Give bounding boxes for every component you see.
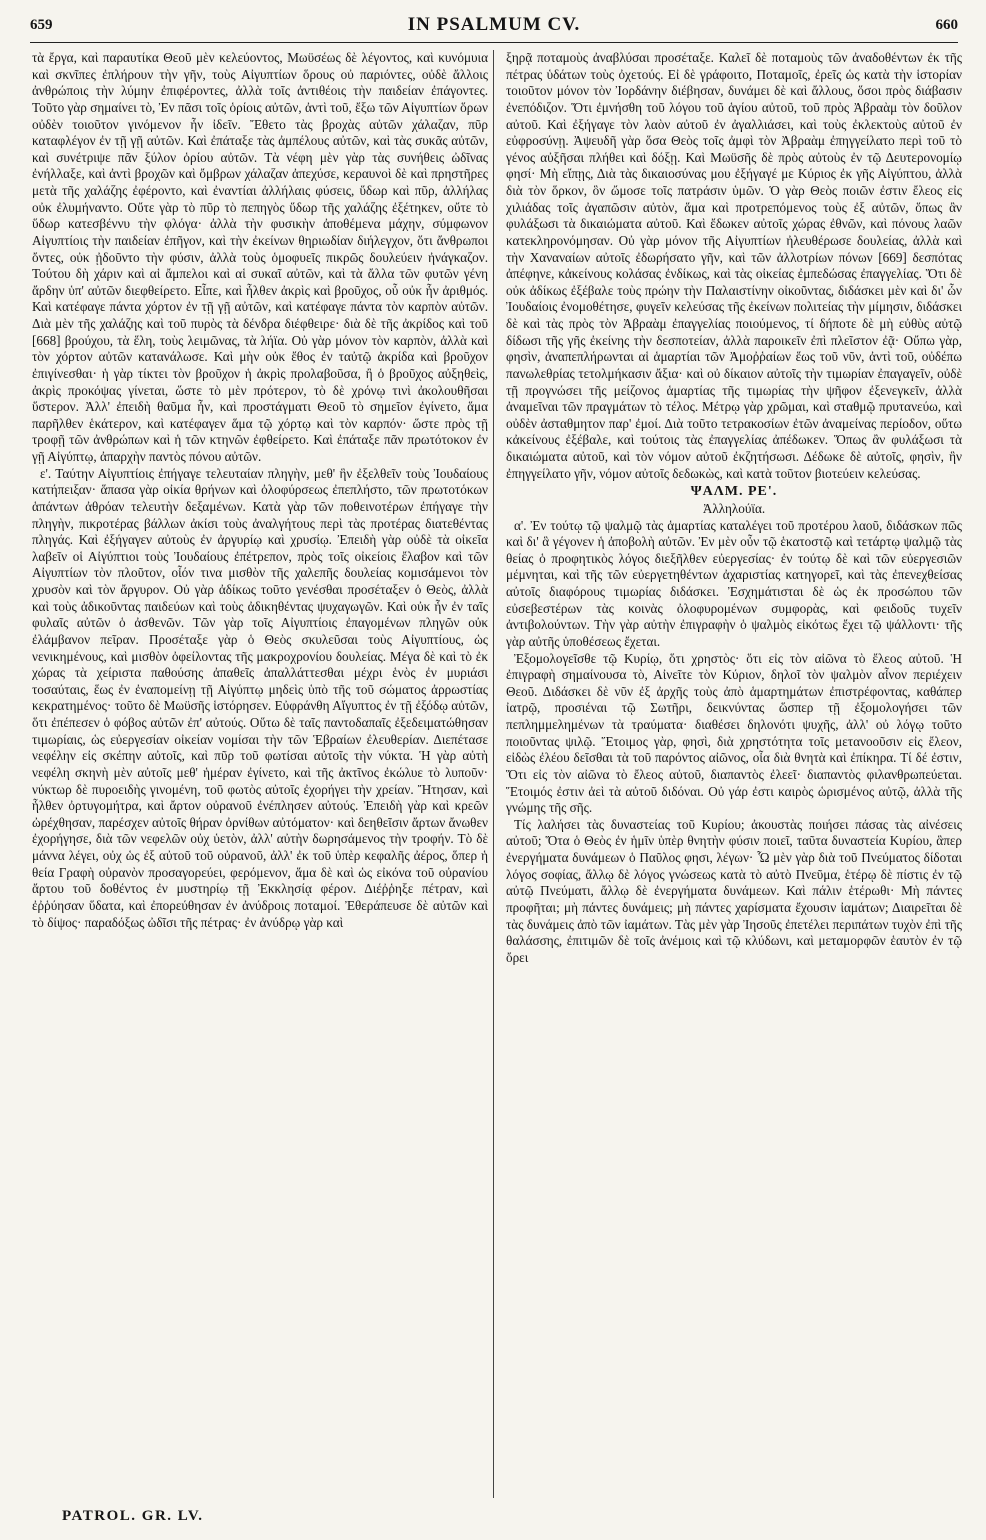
left-paragraph: ε'. Ταύτην Αἰγυπτίοις ἐπήγαγε τελευταίαν πληγὴν, μεθ' ἣν ἐξελθεῖν τοὺς Ἰουδαίους κατήπειξαν· ἅπασα γὰρ οἰκία θρήνων καὶ ὀλοφύρσεως ἐπεπλήστο, τῶν πρωτοτόκων ἁπάντων ἀθρόαν τελευτὴν δεξαμένων. Κατὰ γὰρ τῶν ποθεινοτέρων ἐπήγαγε τὴν πληγὴν, πικροτέρας βάλλων ἀκίσι τοὺς ἀναλγήτους περὶ τὰς προτέρας διατεθέντας πληγάς. Καὶ ἐξήγαγεν αὐτοὺς ἐν ἀργυρίῳ καὶ χρυσίῳ. Ἐπειδὴ γὰρ οὐδὲ τὰ οἰκεῖα λαβεῖν οἱ Αἰγύπτιοι τοὺς Ἰουδαίους ἐπέτρεπον, πρὸς τοῖς οἰκείοις ἔλαβον καὶ τῶν Αἰγυπτίων τὸν πλοῦτον, οἷόν τινα μισθὸν τῆς χαλεπῆς δουλείας κομισάμενοι τὸν χρυσὸν καὶ τὸν ἄργυρον. Οὐ γὰρ ἀδίκως τοῦτο γενέσθαι προσέταξεν ὁ Θεὸς, ἀλλὰ καὶ τοὺς ἀδικοῦντας παιδεύων καὶ τοὺς ἀδικηθέντας ψυχαγωγῶν. Καὶ οὐκ ἦν ἐν ταῖς φυλαῖς αὐτῶν ὁ ἀσθενῶν. Τῶν γὰρ τοῖς Αἰγυπτίοις ἐπαγομένων πληγῶν οὐκ ἐλάμβανον πεῖραν. Προσέταξε γὰρ ὁ Θεὸς σκυλεῦσαι τοὺς Αἰγυπτίους, ὡς νενικημένους, καὶ μισθὸν ὀφείλοντας τῆς μακροχρονίου δουλείας. Μέγα δὲ καὶ τὸ ἐκ χώρας τὰ χείριστα παθούσης ἀπαθεῖς ἀπαλλάττεσθαι μέχρι ἑνὸς ἐν μυριάσι τοσαύταις, ἕως ἐν ἐναπομείνῃ τῇ Αἰγύπτῳ μηδεὶς ὑπὸ τῆς τοῦ σώματος ἀρρωστίας κεκρατημένος· τοῦτο δὲ Μωϋσῆς ἱστόρησεν. Εὐφράνθη Αἴγυπτος ἐν τῇ ἐξόδῳ αὐτῶν, ὅτι ἐπέπεσεν ὁ φόβος αὐτῶν ἐπ' αὐτούς. Οὕτω δὲ ταῖς παντοδαπαῖς ἐξεδειματώθησαν τιμωρίαις, ὡς εὐεργεσίαν οἰκείαν νομίσαι τὴν τῶν Ἑβραίων ἐλευθερίαν. Διεπέτασε νεφέλην εἰς σκέπην αὐτοῖς, καὶ πῦρ τοῦ φωτίσαι αὐτοῖς τὴν νύκτα. Ἡ γὰρ αὐτὴ νεφέλη σκηνὴ μὲν αὐτοῖς μεθ' ἡμέραν ἐγίνετο, καὶ τῆς ἀκτῖνος ἐκώλυε τὸ λυποῦν· νύκτωρ δὲ πυροειδὴς γινομένη, τοῦ φωτὸς αὐτοῖς ἐχορήγει τὴν χρείαν. Ἤτησαν, καὶ ἦλθεν ὀρτυγομήτρα, καὶ ἄρτον οὐρανοῦ ἐνέπλησεν αὐτούς. Ἐπειδὴ γὰρ καὶ κρεῶν ὠρέχθησαν, παρέσχεν αὐτοῖς θήραν ὀρνίθων αὐτόματον· καὶ δεηθεῖσιν ἄρτων ἄνωθεν ἐχορήγησε, διὰ τῶν νεφελῶν οὐχ ὑετὸν, ἀλλ' αὐτὴν δωρησάμενος τὴν τροφήν. Τὸ δὲ μάννα λέγει, οὐχ ὡς ἐξ αὐτοῦ τοῦ οὐρανοῦ, ἀλλ' ἐκ τοῦ ὑπὲρ κεφαλῆς ἀέρος, ὅπερ ἡ θεία Γραφὴ οὐρανὸν προσαγορεύει, φερόμενον, ἅμα δὲ καὶ ὡς εἰκόνα τοῦ οὐρανίου ἄρτου τοῦ δοθέντος ἐν μυστηρίῳ τῇ Ἐκκλησίᾳ φέρον. Διέῤῥηξε πέτραν, καὶ ἐῤῥύησαν ὕδατα, καὶ ἐπορεύθησαν ἐν ἀνύδροις ποταμοί. Ἐθεράπευσε δὲ αὐτῶν καὶ τὸ δίψος· παραδόξως ὠδῖσι τῆς πέτρας· ἐν ἀνύδρῳ γὰρ καὶ: [32, 465, 488, 930]
page-number-left: 659: [30, 16, 53, 33]
right-paragraph: α'. Ἐν τούτῳ τῷ ψαλμῷ τὰς ἁμαρτίας καταλέγει τοῦ προτέρου λαοῦ, διδάσκων πῶς καὶ δι' ἃ γέγονεν ἡ ἀποβολὴ αὐτῶν. Ἐν μὲν οὖν τῷ ἑκατοστῷ καὶ τετάρτῳ ψαλμῷ τὰς θείας ὁ προφητικὸς λόγος διεξῆλθεν εὐεργεσίας· ἐν τούτῳ δὲ καὶ τῶν εὐεργεσιῶν μέμνηται, καὶ τῆς τῶν εὐεργετηθέντων ἀχαριστίας κατηγορεῖ, καὶ τὰς ἐπενεχθείσας αὐτοῖς διαφόρους τιμωρίας διδάσκει. Ἐσχημάτισται δὲ ὡς ἐκ προσώπου τῶν εὐσεβεστέρων τὰς κοινὰς ὀλοφυρομένων συμφορὰς, καὶ φειδοῦς τυχεῖν ἀντιβολούντων. Τὴν γὰρ αὐτὴν ἐπιγραφὴν ὁ ψαλμὸς εἰκότως ἔχει τῷ ψάλλοντι· τῆς γὰρ αὐτῆς ὑποθέσεως ἔχεται.: [506, 517, 962, 649]
right-paragraph: Ἐξομολογεῖσθε τῷ Κυρίῳ, ὅτι χρηστὸς· ὅτι εἰς τὸν αἰῶνα τὸ ἔλεος αὐτοῦ. Ἡ ἐπιγραφὴ σημαίνουσα τὸ, Αἰνεῖτε τὸν Κύριον, δηλοῖ τὸν ψαλμὸν αἶνον περιέχειν Θεοῦ. Διδάσκει δὲ νῦν ἐξ ἀρχῆς τοὺς ἀπὸ ἁμαρτημάτων ἐπιστρέφοντας, καθάπερ ἰατρῷ, προσιέναι τῷ Σωτῆρι, δεικνύντας ὥσπερ τῇ ἐξομολογήσει τῶν πεπλημμελημένων τὰ τραύματα· διαθέσει δηλονότι ψυχῆς, ἀλλ' οὐ λόγῳ τοῦτο ποιοῦντας ψιλῷ. Ἕτοιμος γὰρ, φησὶ, διὰ χρηστότητα τοῖς μετανοοῦσιν εἰς ἔλεον, εἰδὼς ἐλέου δεῖσθαι τὰ τοῦ παρόντος αἰῶνος, οἷα διὰ θνητὰ καὶ ἐπίκηρα. Τί δέ ἐστιν, Ὅτι εἰς τὸν αἰῶνα τὸ ἔλεος αὐτοῦ, διαπαντὸς ἐλεεῖ· διαπαντὸς φιλανθρωπεύεται. Ἕτοιμός ἐστιν ἀεὶ τὰ αὐτοῦ διδόναι. Οὐ γάρ ἐστι καιρὸς ὡρισμένος αὐτῷ, ἀλλὰ τῆς γνώμης τῆς σῆς.: [506, 650, 962, 816]
running-title: IN PSALMUM CV.: [407, 14, 581, 35]
page-number-right: 660: [935, 16, 958, 33]
footer-signature: PATROL. GR. LV.: [62, 1508, 204, 1524]
right-column: [506, 50, 962, 1498]
psalm-heading: ΨΑΛΜ. ΡΕ'.: [690, 484, 778, 500]
alleluia-line: Ἀλληλούϊα.: [702, 500, 766, 516]
running-header: [30, 8, 958, 43]
right-paragraph: Τίς λαλήσει τὰς δυναστείας τοῦ Κυρίου; ἀκουστὰς ποιήσει πάσας τὰς αἰνέσεις αὐτοῦ; Ὅτα ὁ Θεὸς ἐν ἡμῖν ὑπὲρ θνητὴν φύσιν ποιεῖ, ταῦτα δυναστεία Κυρίου, ἃπερ ἐνεργήματα δυνάμεων ὁ Παῦλος φησι, λέγων· Ὧ μὲν γὰρ διὰ τοῦ Πνεύματος δίδοται λόγος σοφίας, ἄλλῳ δὲ λόγος γνώσεως κατὰ τὸ αὐτὸ Πνεῦμα, ἑτέρῳ δὲ πίστις ἐν τῷ αὐτῷ Πνεύματι, ἄλλῳ δὲ ἐνεργήματα δυνάμεων. Καὶ πάλιν ἑτέρωθι· Μὴ πάντες προφῆται; μὴ πάντες δυνάμεις; μὴ πάντες χαρίσματα ἔχουσιν ἰαμάτων; Διαιρεῖται δὲ τὰς δυνάμεις ἀπὸ τῶν ἰαμάτων. Τὰς μὲν γὰρ Ἰησοῦς ἐπετέλει περιπάτων τυχὸν ἐπὶ τῆς θαλάσσης, ἐπιτιμῶν δὲ τοῖς ἀνέμοις καὶ τῷ κλύδωνι, καὶ μεταμορφῶν ἑαυτὸν ἐν τῷ ὄρει: [506, 816, 962, 965]
left-column: [32, 50, 488, 1498]
column-divider: [493, 50, 494, 1498]
left-paragraph: τὰ ἔργα, καὶ παραυτίκα Θεοῦ μὲν κελεύοντος, Μωϋσέως δὲ λέγοντος, καὶ κυνόμυια καὶ σκνῖπες ἐπλήρουν τὴν γῆν, τοὺς Αἰγυπτίων ὅρους οὐ παριόντες, οὐδὲ ἄλλοις ἀνθρώποις τὴν λύμην ἐπιφέροντες, ἀλλὰ τοῖς ἀντιθέοις τὴν παιδείαν ἐπάγοντες. Τοῦτο γὰρ σημαίνει τὸ, Ἐν πᾶσι τοῖς ὁρίοις αὐτῶν, ἀντὶ τοῦ, ἔξω τῶν Αἰγυπτίων ὅρων οὐδὲν τοιοῦτον γινόμενον ἦν ἰδεῖν. Ἔθετο τὰς βροχὰς αὐτῶν χάλαζαν, πῦρ καταφλέγον ἐν τῇ γῇ αὐτῶν. Καὶ ἐπάταξε τὰς ἀμπέλους αὐτῶν, καὶ τὰς συκᾶς αὐτῶν, καὶ συνέτριψε πᾶν ξύλον ὁρίου αὐτῶν. Τὰ νέφη μὲν γὰρ τὰς συνήθεις ὠδῖνας ἐνήλλαξε, καὶ ἀντὶ βροχῶν καὶ ὄμβρων χάλαζαν ἀπεχύσε, κεραυνοὶ δὲ καὶ πρηστῆρες μετὰ τῆς χαλάζης ἐφέροντο, καὶ ἐναντίαι ἀλλήλαις φύσεις, ὕδωρ καὶ πῦρ, ἀλλήλας οὐκ ἐλυμήναντο. Οὔτε γὰρ τὸ πῦρ τὸ πεπηγὸς ὕδωρ τῆς χαλάζης ἐξέτηκεν, οὔτε τὸ ὕδωρ κατεσβέννυ τὴν φλόγα· ἀλλὰ τὴν φυσικὴν ἀποθέμενα μάχην, σύμφωνον Αἰγυπτίοις τὴν παιδείαν ἐπῆγον, καὶ τὴν ἐκείνων θηριωδίαν διήλεγχον, ὅτι ἄνθρωποι ὄντες, οὐκ ᾐδοῦντο τὴν φύσιν, ἀλλὰ τοὺς ὁμοφυεῖς πικρῶς δουλεύειν ἠνάγκαζον. Τούτου δὴ χάριν καὶ αἱ ἄμπελοι καὶ αἱ συκαῖ αὐτῶν, καὶ τὰ ἄλλα τῶν φυτῶν γένη ἄρδην ὑπ' αὐτῶν διεφθείρετο. Εἶπε, καὶ ἦλθεν ἀκρὶς καὶ βροῦχος, οὗ οὐκ ἦν ἀριθμός. Καὶ κατέφαγε πάντα χόρτον ἐν τῇ γῇ αὐτῶν, καὶ κατέφαγε πάντα τὸν καρπὸν αὐτῶν. Διὰ μὲν τῆς χαλάζης καὶ τοῦ πυρὸς τὰ δένδρα διέφθειρε· διὰ δὲ τῆς ἀκρίδος καὶ τοῦ [668] βρούχου, τὰ ἕλη, τοὺς λειμῶνας, τὰ λήϊα. Οὐ γὰρ μόνον τὸν καρπὸν, ἀλλὰ καὶ τὸν χόρτον αὐτῶν κατανάλωσε. Καὶ μὴν οὐκ ἔθος ἐν ταὐτῷ ἀκρίδα καὶ βροῦχον ἐπιγίνεσθαι· ἡ γὰρ τίκτει τὸν βροῦχον ἡ ἀκρὶς προλαβοῦσα, ἢ ὁ βροῦχος αὐξηθεὶς, ἀκρὶς προκόψας γίνεται, ὥστε τὸ μὲν πρότερον, τὸ δὲ χρόνῳ τινὶ ἀκολουθῆσαι ὕστερον. Ἀλλ' ἐπειδὴ θαῦμα ἦν, καὶ προστάγματι Θεοῦ τὸ σημεῖον ἐγίνετο, ἅμα παρῆλθεν ἑκάτερον, καὶ κατέφαγεν ἅμα τῷ χόρτῳ καὶ τὸν καρπόν· ὥστε πρὸς τῇ τροφῇ τῶν ἀνθρώπων καὶ ἡ τῶν κτηνῶν ἐφθείρετο. Καὶ ἐπάταξε πᾶν πρωτότοκον ἐν γῇ Αἰγύπτῳ, ἀπαρχὴν παντὸς πόνου αὐτῶν.: [32, 50, 488, 464]
right-paragraph: ξηρᾷ ποταμοὺς ἀναβλύσαι προσέταξε. Καλεῖ δὲ ποταμοὺς τῶν ἀναδοθέντων ἐκ τῆς πέτρας ὑδάτων τοὺς ὀχετούς. Εἰ δὲ γράφοιτο, Ποταμοῖς, ἐρεῖς ὡς κατὰ τὴν ἱστορίαν τοιοῦτον μόνον τὸν Ἰορδάνην διέβησαν, δυνάμει δὲ καὶ ἄλλους, ὅσοι πρὸς διάβασιν ἐνεπόδιζον. Ὅτι ἐμνήσθη τοῦ λόγου τοῦ ἁγίου αὐτοῦ, τοῦ πρὸς Ἀβραὰμ τὸν δοῦλον αὐτοῦ. Καὶ ἐξήγαγε τὸν λαὸν αὐτοῦ ἐν ἀγαλλιάσει, καὶ τοὺς ἐκλεκτοὺς αὐτοῦ ἐν εὐφροσύνῃ. Ἀψευδῆ γὰρ ὅσα Θεὸς τοῖς ἀμφὶ τὸν Ἀβραὰμ ἐπηγγείλατο περὶ τοῦ τὸ γένος αὐξῆσαι πλήθει καὶ δόξῃ. Καὶ Μωϋσῆς δὲ πρὸς αὐτοὺς ἐν τῷ Δευτερονομίῳ φησί· Μὴ εἴπῃς, Διὰ τὰς δικαιοσύνας μου ἐξήγαγέ με Κύριος ἐκ γῆς Αἰγύπτου, ἀλλὰ διὰ τὸν ὅρκον, ὃν ὤμοσε τοῖς πατράσιν ὑμῶν. Ὁ γὰρ Θεὸς ποιῶν ἐστιν ἔλεος εἰς χιλιάδας τοῖς ἀγαπῶσιν αὐτὸν, ἅμα καὶ προτρεπόμενος τοὺς ἐξ αὐτῶν, ὅπως ἂν φυλάξωσι τὰ δικαιώματα αὐτοῦ. Καὶ ἔδωκεν αὐτοῖς χώρας ἐθνῶν, καὶ πόνους λαῶν κατεκληρονόμησαν. Οὐ γὰρ μόνον τῆς Αἰγυπτίων ἠλευθέρωσε δουλείας, ἀλλὰ καὶ τὴν Χαναναίων αὐτοῖς ἐδωρήσατο γῆν, καὶ τῶν ἀλλοτρίων πόνων [669] δεσπότας ἀπέφηνε, κἀκείνους κολάσας ἐνδίκως, καὶ τὰς οἰκείας ἐμπεδώσας ἐπαγγελίας. Ὅτι δὲ οὐκ ἀδίκως ἐξέβαλε τοὺς πρώην τὴν Παλαιστίνην οἰκοῦντας, διδάσκει μὲν καὶ δι' ὧν Ἰουδαίοις ἐνομοθέτησε, φυγεῖν κελεύσας τῆς ἐκείνων πολιτείας τὴν μίμησιν, διδάσκει δὲ καὶ τὰς πρὸς τὸν Ἀβραὰμ ἐπαγγελίας ποιούμενος, τί δήποτε δὲ μὴ εὐθὺς αὐτῷ δίδωσι τῆς γῆς ἐκείνης τὴν δεσποτείαν, ἀλλὰ παροικεῖν ἐπὶ πλεῖστον ἐᾷ· Οὔπω γὰρ, φησὶν, ἀναπεπλήρωνται αἱ ἁμαρτίαι τῶν Ἀμοῤῥαίων ἕως τοῦ νῦν, ἀντὶ τοῦ, οὐδέπω πανωλεθρίας τετολμήκασιν ἄξια· καὶ οὐ δίκαιον αὐτοῖς τὴν τιμωρίαν ἐπαγαγεῖν, οὐδὲ τῇ προγνώσει τῆς μείζονος ἁμαρτίας τῆς τιμωρίας τὴν ψῆφον ἐξενεγκεῖν, ἀλλὰ ἀναμεῖναι τῶν πραγμάτων τὸ τέλος. Μέτρῳ γὰρ χρῶμαι, καὶ σταθμῷ πρυτανεύω, καὶ οὐδὲν ἀσταθμητον παρ' ἐμοί. Διὰ τοῦτο τετρακοσίων ἐτῶν ἀναμείνας περίοδον, οὕτω κἀκείνους ἐξέβαλε, καὶ τούτοις τὰς ἐπαγγελίας ἀπέδωκεν. Ὅπως ἂν φυλάξωσι τὰ δικαιώματα αὐτοῦ, καὶ τὸν νόμον αὐτοῦ ἐκζητήσωσι. Δέδωκε δὲ αὐτοῖς, φησὶν, ἣν ἐπηγγείλατο γῆν, νόμον αὐτοῖς δεδωκὼς, καὶ κατὰ τοῦτον βιοτεύειν κελεύσας.: [506, 50, 962, 481]
